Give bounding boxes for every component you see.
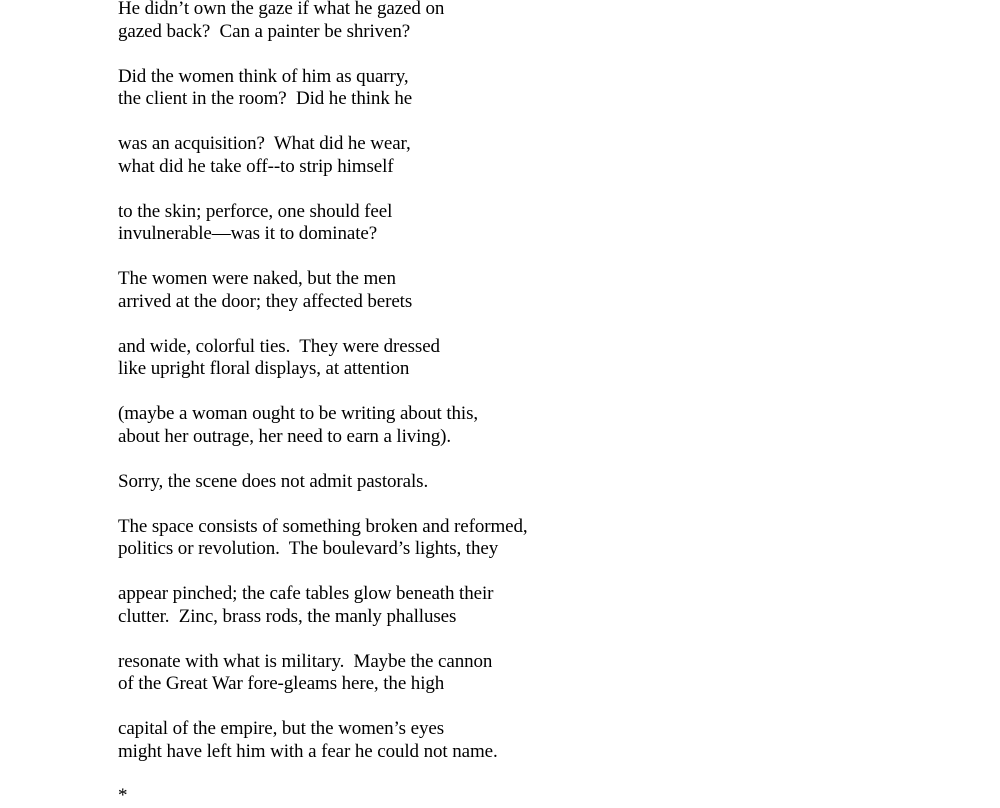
poem-line: what did he take off--to strip himself	[118, 155, 394, 177]
stanza	[118, 0, 978, 43]
poem-line: (maybe a woman ought to be writing about this,	[118, 403, 479, 424]
poem-line: about her outrage, her need to earn a living).	[118, 425, 452, 447]
poem-line: might have left him with a fear he could not name.	[118, 740, 498, 762]
stanza	[118, 471, 978, 494]
poem-line: to the skin; perforce, one should feel	[118, 200, 393, 222]
poem-line: clutter. Zinc, brass rods, the manly phalluses	[118, 605, 457, 627]
stanza	[118, 403, 978, 448]
stanza	[118, 268, 978, 313]
poem-page	[118, 0, 978, 807]
stanza	[118, 336, 978, 381]
stanza	[118, 66, 978, 111]
stanza	[118, 201, 978, 246]
poem-line: politics or revolution. The boulevard’s lights, they	[118, 538, 499, 559]
poem-line: appear pinched; the cafe tables glow beneath their	[118, 583, 494, 604]
poem-line: Sorry, the scene does not admit pastorals.	[118, 470, 429, 492]
stanza	[118, 133, 978, 178]
poem-line: resonate with what is military. Maybe the cannon	[118, 650, 493, 672]
stanza	[118, 651, 978, 696]
poem-line: arrived at the door; they affected berets	[118, 290, 413, 312]
stanza	[118, 718, 978, 763]
poem-line: the client in the room? Did he think he	[118, 88, 413, 109]
stanza	[118, 516, 978, 561]
poem-line: invulnerable—was it to dominate?	[118, 223, 378, 244]
poem-line: and wide, colorful ties. They were dressed	[118, 335, 440, 357]
poem-line: capital of the empire, but the women’s eyes	[118, 718, 444, 739]
poem-line: The women were naked, but the men	[118, 268, 396, 289]
poem-line: like upright floral displays, at attention	[118, 358, 410, 379]
poem-line: He didn’t own the gaze if what he gazed on	[118, 0, 445, 19]
poem-line: Did the women think of him as quarry,	[118, 65, 409, 87]
poem-line: gazed back? Can a painter be shriven?	[118, 20, 411, 42]
poem-body	[118, 0, 978, 763]
stanza	[118, 583, 978, 628]
poem-line: The space consists of something broken and reformed,	[118, 515, 528, 537]
section-separator: *	[118, 784, 128, 806]
poem-line: was an acquisition? What did he wear,	[118, 133, 411, 154]
poem-line: of the Great War fore-gleams here, the high	[118, 673, 445, 694]
